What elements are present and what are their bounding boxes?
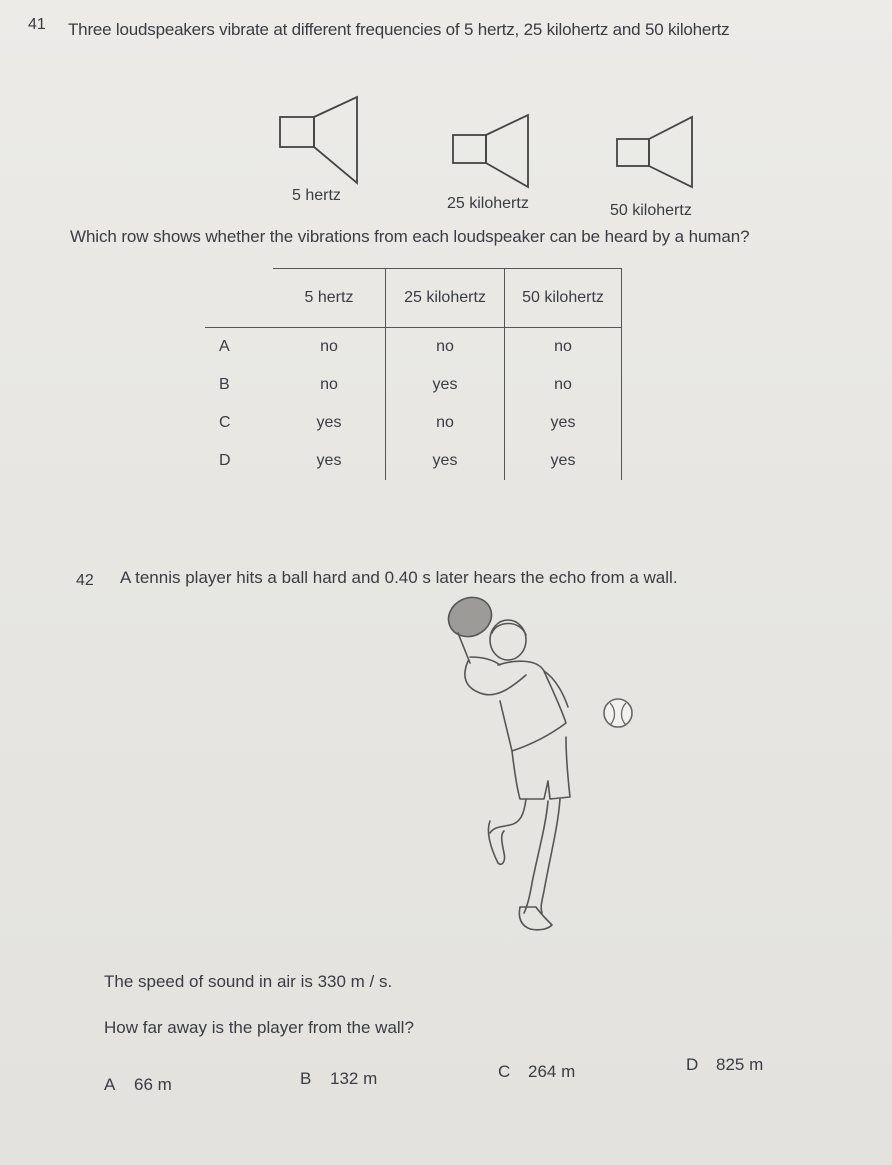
table-cell: no	[386, 328, 505, 367]
option-letter: A	[104, 1075, 116, 1094]
table-cell: yes	[273, 404, 386, 442]
table-row-letter: C	[219, 414, 231, 431]
table-row	[205, 404, 622, 442]
option-b[interactable]	[300, 1069, 377, 1089]
table-header-row	[205, 269, 622, 328]
table-row	[205, 328, 622, 367]
table-cell: no	[505, 366, 622, 404]
table-header-cell	[205, 269, 273, 328]
table-header-cell: 5 hertz	[273, 269, 386, 328]
tennis-player-illustration	[440, 595, 640, 940]
option-letter: B	[300, 1069, 312, 1088]
table-row-letter: D	[219, 452, 231, 469]
speaker-label-5hz: 5 hertz	[292, 187, 341, 204]
table-cell: no	[273, 366, 386, 404]
loudspeaker-50khz-icon	[612, 115, 700, 195]
table-cell: yes	[386, 366, 505, 404]
table-header-cell: 50 kilohertz	[505, 269, 622, 328]
option-value: 66 m	[134, 1075, 172, 1094]
answer-table	[205, 268, 622, 480]
question-42-prompt: How far away is the player from the wall?	[104, 1018, 414, 1037]
question-42-number: 42	[76, 572, 94, 589]
option-value: 825 m	[716, 1055, 764, 1074]
table-header-cell: 25 kilohertz	[386, 269, 505, 328]
option-value: 132 m	[330, 1069, 378, 1088]
table-cell: no	[273, 328, 386, 367]
question-42-text: A tennis player hits a ball hard and 0.40 s later hears the echo from a wall.	[120, 568, 678, 587]
question-42-speed: The speed of sound in air is 330 m / s.	[104, 972, 393, 991]
table-cell: yes	[505, 442, 622, 480]
speaker-label-25khz: 25 kilohertz	[447, 195, 529, 212]
question-41-prompt: Which row shows whether the vibrations from each loudspeaker can be heard by a human?	[70, 227, 750, 246]
option-letter: C	[498, 1062, 511, 1081]
option-a[interactable]	[104, 1075, 172, 1095]
table-row	[205, 366, 622, 404]
option-letter: D	[686, 1055, 699, 1074]
table-row	[205, 442, 622, 480]
option-value: 264 m	[528, 1062, 576, 1081]
table-cell: yes	[273, 442, 386, 480]
table-cell: yes	[386, 442, 505, 480]
table-cell: no	[386, 404, 505, 442]
option-c[interactable]	[498, 1062, 575, 1082]
speaker-label-50khz: 50 kilohertz	[610, 202, 692, 219]
table-row-letter: A	[219, 338, 230, 355]
question-41-text: Three loudspeakers vibrate at different frequencies of 5 hertz, 25 kilohertz and 50 kilohertz	[68, 20, 730, 39]
table-cell: yes	[505, 404, 622, 442]
table-row-letter: B	[219, 376, 230, 393]
loudspeaker-25khz-icon	[448, 113, 538, 195]
table-cell: no	[505, 328, 622, 367]
loudspeaker-5hz-icon	[275, 95, 365, 190]
question-41-number: 41	[28, 16, 46, 33]
option-d[interactable]	[686, 1055, 763, 1075]
